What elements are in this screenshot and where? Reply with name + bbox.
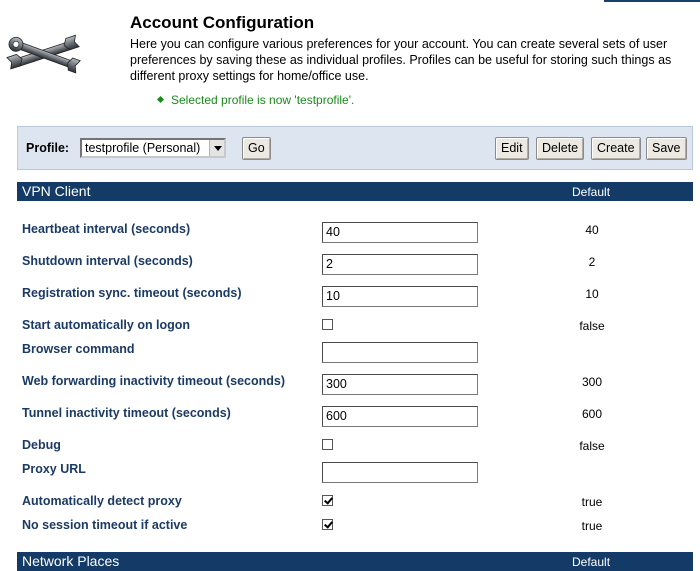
tunnel-inactivity-timeout-default: 600 bbox=[581, 407, 603, 421]
edit-button[interactable]: Edit bbox=[495, 137, 529, 160]
no-session-timeout-label: No session timeout if active bbox=[22, 518, 188, 532]
profile-bar bbox=[17, 126, 693, 170]
section-title: Network Places bbox=[22, 553, 120, 569]
wrench-logo-icon bbox=[6, 28, 82, 82]
default-column-header: Default bbox=[572, 185, 611, 199]
browser-command-label: Browser command bbox=[22, 342, 135, 356]
status-message bbox=[158, 93, 354, 107]
registration-sync-timeout-input[interactable]: 10 bbox=[322, 286, 478, 307]
auto-detect-proxy-label: Automatically detect proxy bbox=[22, 494, 182, 508]
shutdown-interval-label: Shutdown interval (seconds) bbox=[22, 254, 193, 268]
shutdown-interval-input[interactable]: 2 bbox=[322, 254, 478, 275]
vpn-client-section-header bbox=[17, 182, 693, 201]
debug-default: false bbox=[579, 439, 605, 453]
heartbeat-interval-label: Heartbeat interval (seconds) bbox=[22, 222, 191, 236]
profile-select-value: testprofile (Personal) bbox=[85, 141, 201, 155]
dropdown-arrow-icon[interactable] bbox=[209, 140, 224, 156]
profile-label: Profile: bbox=[26, 141, 70, 155]
proxy-url-label: Proxy URL bbox=[22, 462, 86, 476]
web-forwarding-timeout-label: Web forwarding inactivity timeout (seconds) bbox=[22, 374, 285, 388]
auto-detect-proxy-default: true bbox=[581, 495, 603, 509]
heartbeat-interval-default: 40 bbox=[585, 223, 599, 237]
debug-checkbox[interactable] bbox=[322, 439, 333, 450]
tunnel-inactivity-timeout-input[interactable]: 600 bbox=[322, 406, 478, 427]
tunnel-inactivity-timeout-label: Tunnel inactivity timeout (seconds) bbox=[22, 406, 231, 420]
no-session-timeout-default: true bbox=[581, 519, 603, 533]
create-button[interactable]: Create bbox=[591, 137, 641, 160]
debug-label: Debug bbox=[22, 438, 61, 452]
status-bullet-icon bbox=[157, 96, 164, 103]
status-message-text: Selected profile is now 'testprofile'. bbox=[171, 93, 355, 107]
profile-select[interactable] bbox=[80, 138, 226, 158]
registration-sync-timeout-default: 10 bbox=[585, 287, 599, 301]
page-description: Here you can configure various preferences for your account. You can create several sets of user preferences by saving these as individual profiles. Profiles can be useful for storing such things as different proxy settings for home/office use. bbox=[130, 37, 672, 83]
auto-detect-proxy-checkbox[interactable] bbox=[322, 495, 333, 506]
web-forwarding-timeout-input[interactable]: 300 bbox=[322, 374, 478, 395]
heartbeat-interval-input[interactable]: 40 bbox=[322, 222, 478, 243]
registration-sync-timeout-label: Registration sync. timeout (seconds) bbox=[22, 286, 242, 300]
web-forwarding-timeout-default: 300 bbox=[581, 375, 603, 389]
shutdown-interval-default: 2 bbox=[588, 255, 596, 269]
start-automatically-label: Start automatically on logon bbox=[22, 318, 191, 332]
no-session-timeout-checkbox[interactable] bbox=[322, 519, 333, 530]
section-title: VPN Client bbox=[22, 183, 91, 199]
go-button[interactable]: Go bbox=[242, 137, 271, 160]
browser-command-input[interactable] bbox=[322, 342, 478, 363]
page-title: Account Configuration bbox=[130, 13, 315, 32]
network-places-section-header bbox=[17, 552, 693, 571]
delete-button[interactable]: Delete bbox=[536, 137, 584, 160]
start-automatically-checkbox[interactable] bbox=[322, 319, 333, 330]
start-automatically-default: false bbox=[579, 319, 605, 333]
save-button[interactable]: Save bbox=[646, 137, 687, 160]
proxy-url-input[interactable] bbox=[322, 462, 478, 483]
default-column-header: Default bbox=[572, 555, 611, 569]
top-bar-line bbox=[604, 0, 700, 2]
